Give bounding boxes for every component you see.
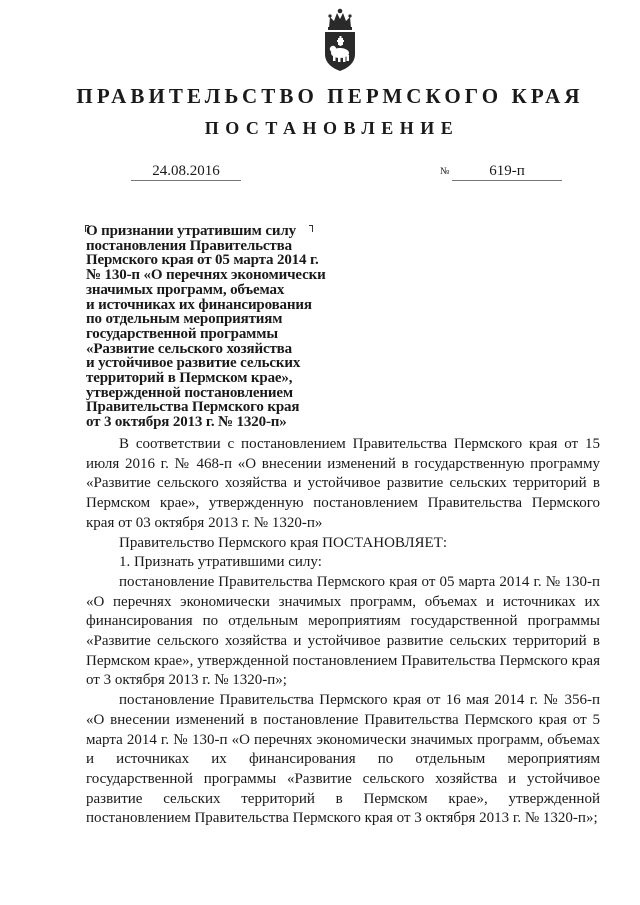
document-date: 24.08.2016 <box>131 163 241 181</box>
document-number: 619-п <box>452 163 562 181</box>
revoked-act-2-paragraph: постановление Правительства Пермского края от 16 мая 2014 г. № 356-п «О внесении изменений в постановление Правительства Пермского края от 5 марта 2014 г. № 130-п «О перечнях экономически значимых программ, объемах и источниках их финансирования по отдельным мероприятиям государственной программы «Развитие сельского хозяйства и устойчивое развитие сельских территорий в Пермском крае», утвержденной постановлением Правительства Пермского края от 3 октября 2013 г. № 1320-п»; <box>86 692 600 827</box>
document-subject: О признании утратившим силу постановления Правительства Пермского края от 05 марта 2014 г. № 130-п «О перечнях экономически значимых программ, объемах и источниках их финансирования по отдельным мероприятиям государственной программы «Развитие сельского хозяйства и устойчивое развитие сельских территорий в Пермском крае», утвержденной постановлением Правительства Пермского края от 3 октября 2013 г. № 1320-п» <box>86 223 326 431</box>
revoked-act-1-paragraph: постановление Правительства Пермского края от 05 марта 2014 г. № 130-п «О перечнях экономически значимых программ, объемах и источниках их финансирования по отдельным мероприятиям государственной программы «Развитие сельского хозяйства и устойчивое развитие сельских территорий в Пермском крае», утвержденной постановлением Правительства Пермского края от 3 октября 2013 г. № 1320-п»; <box>86 573 600 689</box>
document-body <box>86 435 600 829</box>
decree-paragraph: Правительство Пермского края ПОСТАНОВЛЯЕТ: <box>119 534 448 551</box>
number-sign: № <box>440 166 450 177</box>
item-1-paragraph: 1. Признать утратившими силу: <box>119 554 322 571</box>
perm-krai-coat-of-arms-icon <box>321 8 359 72</box>
document-type: ПОСТАНОВЛЕНИЕ <box>204 118 460 138</box>
government-title: ПРАВИТЕЛЬСТВО ПЕРМСКОГО КРАЯ <box>76 84 584 108</box>
preamble-paragraph: В соответствии с постановлением Правительства Пермского края от 15 июля 2016 г. № 468-п «О внесении изменений в государственную программу «Развитие сельского хозяйства и устойчивое развитие сельских территорий в Пермском крае», утвержденную постановлением Правительства Пермского края от 03 октября 2013 г. № 1320-п» <box>86 436 600 531</box>
crown-icon <box>328 9 352 30</box>
